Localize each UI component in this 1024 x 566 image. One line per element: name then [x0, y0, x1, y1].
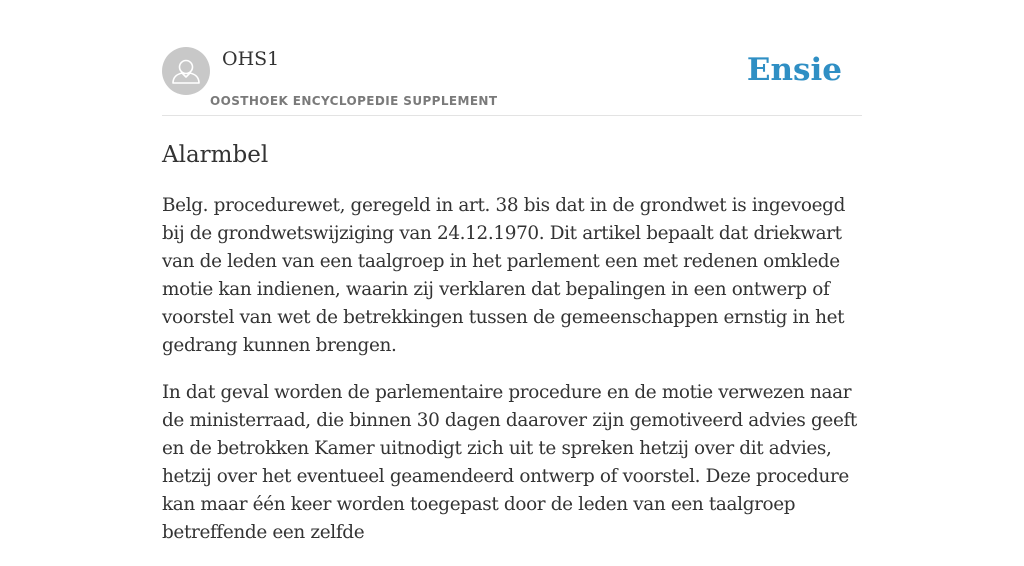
- article-title: Alarmbel: [162, 142, 269, 168]
- author-name[interactable]: OHS1: [222, 48, 280, 70]
- header: [162, 0, 862, 116]
- page: [162, 0, 862, 543]
- brand-logo[interactable]: Ensie: [746, 52, 842, 88]
- article-body: [162, 192, 862, 566]
- article-paragraph: In dat geval worden de parlementaire procedure en de motie verwezen naar de ministerraad, die binnen 30 dagen daarover zijn gemotiveerd advies geeft en de betrokken Kamer uitnodigt zich uit te spreken hetzij over dit advies, hetzij over het eventueel geamendeerd ontwerp of voorstel. Deze procedure kan maar één keer worden toegepast door de leden van een taalgroep betreffende een zelfde: [162, 382, 857, 543]
- user-icon: [162, 47, 210, 95]
- publication-name[interactable]: OOSTHOEK ENCYCLOPEDIE SUPPLEMENT: [210, 94, 498, 108]
- avatar[interactable]: [162, 47, 210, 95]
- article-paragraph: Belg. procedurewet, geregeld in art. 38 bis dat in de grondwet is ingevoegd bij de grondwetswijziging van 24.12.1970. Dit artikel bepaalt dat driekwart van de leden van een taalgroep in het parlement een met redenen omklede motie kan indienen, waarin zij verklaren dat bepalingen in een ontwerp of voorstel van wet de betrekkingen tussen de gemeenschappen ernstig in het gedrang kunnen brengen.: [162, 195, 845, 356]
